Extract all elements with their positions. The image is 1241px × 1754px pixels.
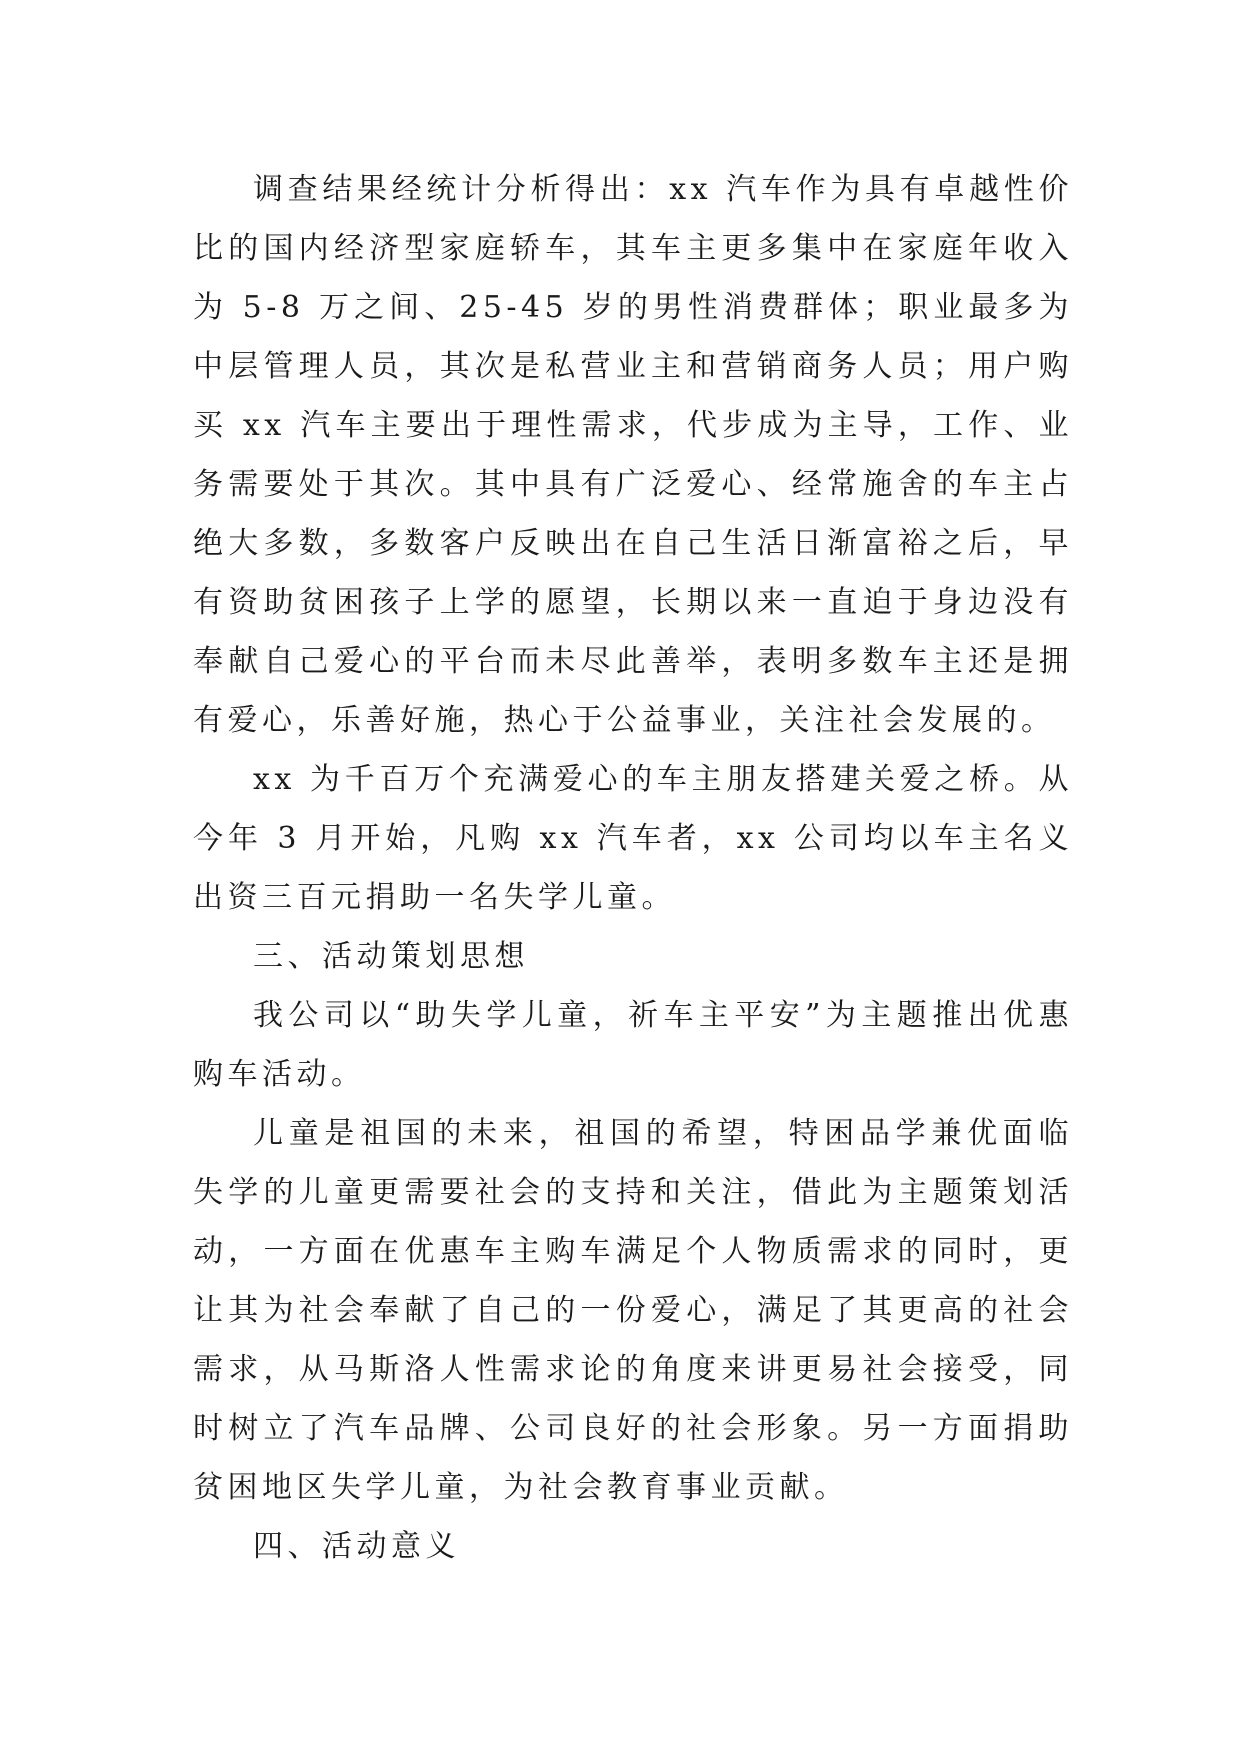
document-body xyxy=(193,160,1073,1576)
paragraph-campaign-theme: 我公司以“助失学儿童，祈车主平安”为主题推出优惠购车活动。 xyxy=(193,998,1073,1092)
paragraph-caring-bridge: xx 为千百万个充满爱心的车主朋友搭建关爱之桥。从今年 3 月开始，凡购 xx 汽车者，xx 公司均以车主名义出资三百元捐助一名失学儿童。 xyxy=(193,762,1073,915)
paragraph-survey-results: 调查结果经统计分析得出：xx 汽车作为具有卓越性价比的国内经济型家庭轿车，其车主更多集中在家庭年收入为 5-8 万之间、25-45 岁的男性消费群体；职业最多为中层管理人员，其次是私营业主和营销商务人员；用户购买 xx 汽车主要出于理性需求，代步成为主导，工作、业务需要处于其次。其中具有广泛爱心、经常施舍的车主占绝大多数，多数客户反映出在自己生活日渐富裕之后，早有资助贫困孩子上学的愿望，长期以来一直迫于身边没有奉献自己爱心的平台而未尽此善举，表明多数车主还是拥有爱心，乐善好施，热心于公益事业，关注社会发展的。 xyxy=(193,172,1073,738)
paragraph-children-future: 儿童是祖国的未来，祖国的希望，特困品学兼优面临失学的儿童更需要社会的支持和关注，借此为主题策划活动，一方面在优惠车主购车满足个人物质需求的同时，更让其为社会奉献了自己的一份爱心，满足了其更高的社会需求，从马斯洛人性需求论的角度来讲更易社会接受，同时树立了汽车品牌、公司良好的社会形象。另一方面捐助贫困地区失学儿童，为社会教育事业贡献。 xyxy=(193,1116,1073,1505)
section-heading-significance: 四、活动意义 xyxy=(253,1529,460,1564)
section-heading-planning-idea: 三、活动策划思想 xyxy=(253,939,529,974)
